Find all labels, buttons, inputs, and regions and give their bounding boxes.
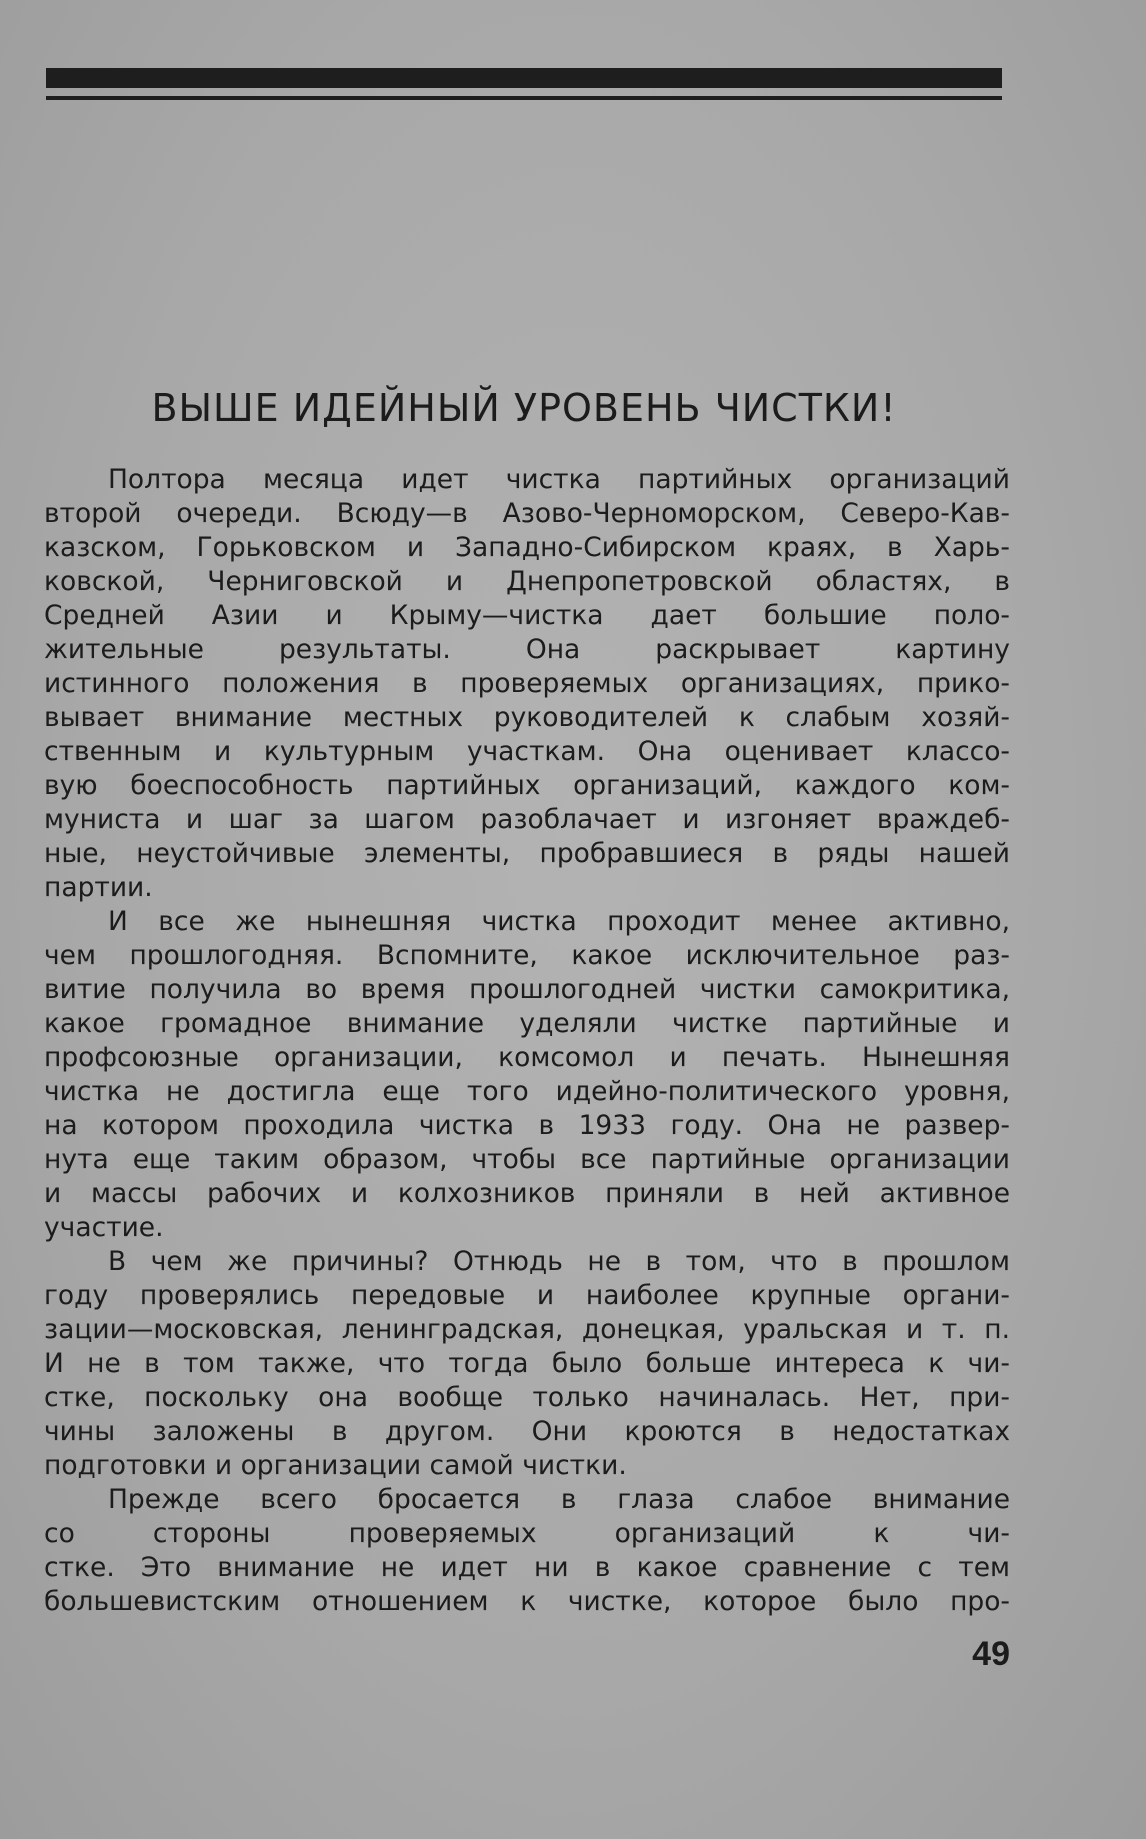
text-line: ственным и культурным участкам. Она оценивает классо-	[44, 736, 1010, 767]
text-line: чины заложены в другом. Они кроются в недостатках	[44, 1416, 1010, 1447]
text-line: чем прошлогодняя. Вспомните, какое исключительное раз-	[44, 940, 1010, 971]
text-line: жительные результаты. Она раскрывает картину	[44, 634, 1010, 665]
text-line: профсоюзные организации, комсомол и печать. Нынешняя	[44, 1042, 1010, 1073]
text-line: ковской, Черниговской и Днепропетровской областях, в	[44, 566, 1010, 597]
text-line: Полтора месяца идет чистка партийных организаций	[108, 464, 1010, 495]
text-line: муниста и шаг за шагом разоблачает и изгоняет враждеб-	[44, 804, 1010, 835]
header-rule-thick	[46, 68, 1002, 88]
text-line: И все же нынешняя чистка проходит менее активно,	[108, 906, 1010, 937]
text-line: вывает внимание местных руководителей к слабым хозяй-	[44, 702, 1010, 733]
text-line: второй очереди. Всюду—в Азово-Черноморском, Северо-Кав-	[44, 498, 1010, 529]
text-line: и массы рабочих и колхозников приняли в ней активное	[44, 1178, 1010, 1209]
header-rule-thin	[46, 96, 1002, 100]
text-line: подготовки и организации самой чистки.	[44, 1450, 627, 1481]
text-line: году проверялись передовые и наиболее крупные органи-	[44, 1280, 1010, 1311]
text-line: нута еще таким образом, чтобы все партийные организации	[44, 1144, 1010, 1175]
text-line: большевистским отношением к чистке, которое было про-	[44, 1586, 1010, 1617]
text-line: чистка не достигла еще того идейно-политического уровня,	[44, 1076, 1010, 1107]
text-line: зации—московская, ленинградская, донецкая, уральская и т. п.	[44, 1314, 1010, 1345]
text-line: стке. Это внимание не идет ни в какое сравнение с тем	[44, 1552, 1010, 1583]
text-line: партии.	[44, 872, 153, 903]
article-heading: ВЫШЕ ИДЕЙНЫЙ УРОВЕНЬ ЧИСТКИ!	[151, 386, 897, 430]
page-number: 49	[972, 1635, 1010, 1673]
text-line: со стороны проверяемых организаций к чи-	[44, 1518, 1010, 1549]
text-line: казском, Горьковском и Западно-Сибирском краях, в Харь-	[44, 532, 1010, 563]
text-line: И не в том также, что тогда было больше интереса к чи-	[44, 1348, 1010, 1379]
text-line: участие.	[44, 1212, 164, 1243]
text-line: Средней Азии и Крыму—чистка дает большие поло-	[44, 600, 1010, 631]
text-line: Прежде всего бросается в глаза слабое внимание	[108, 1484, 1010, 1515]
text-line: В чем же причины? Отнюдь не в том, что в прошлом	[108, 1246, 1010, 1277]
text-line: витие получила во время прошлогодней чистки самокритика,	[44, 974, 1010, 1005]
text-line: на котором проходила чистка в 1933 году. Она не развер-	[44, 1110, 1010, 1141]
text-line: истинного положения в проверяемых организациях, прико-	[44, 668, 1010, 699]
article-body	[44, 463, 1010, 1619]
text-line: какое громадное внимание уделяли чистке партийные и	[44, 1008, 1010, 1039]
text-line: стке, поскольку она вообще только начиналась. Нет, при-	[44, 1382, 1010, 1413]
text-line: вую боеспособность партийных организаций, каждого ком-	[44, 770, 1010, 801]
text-line: ные, неустойчивые элементы, пробравшиеся в ряды нашей	[44, 838, 1010, 869]
